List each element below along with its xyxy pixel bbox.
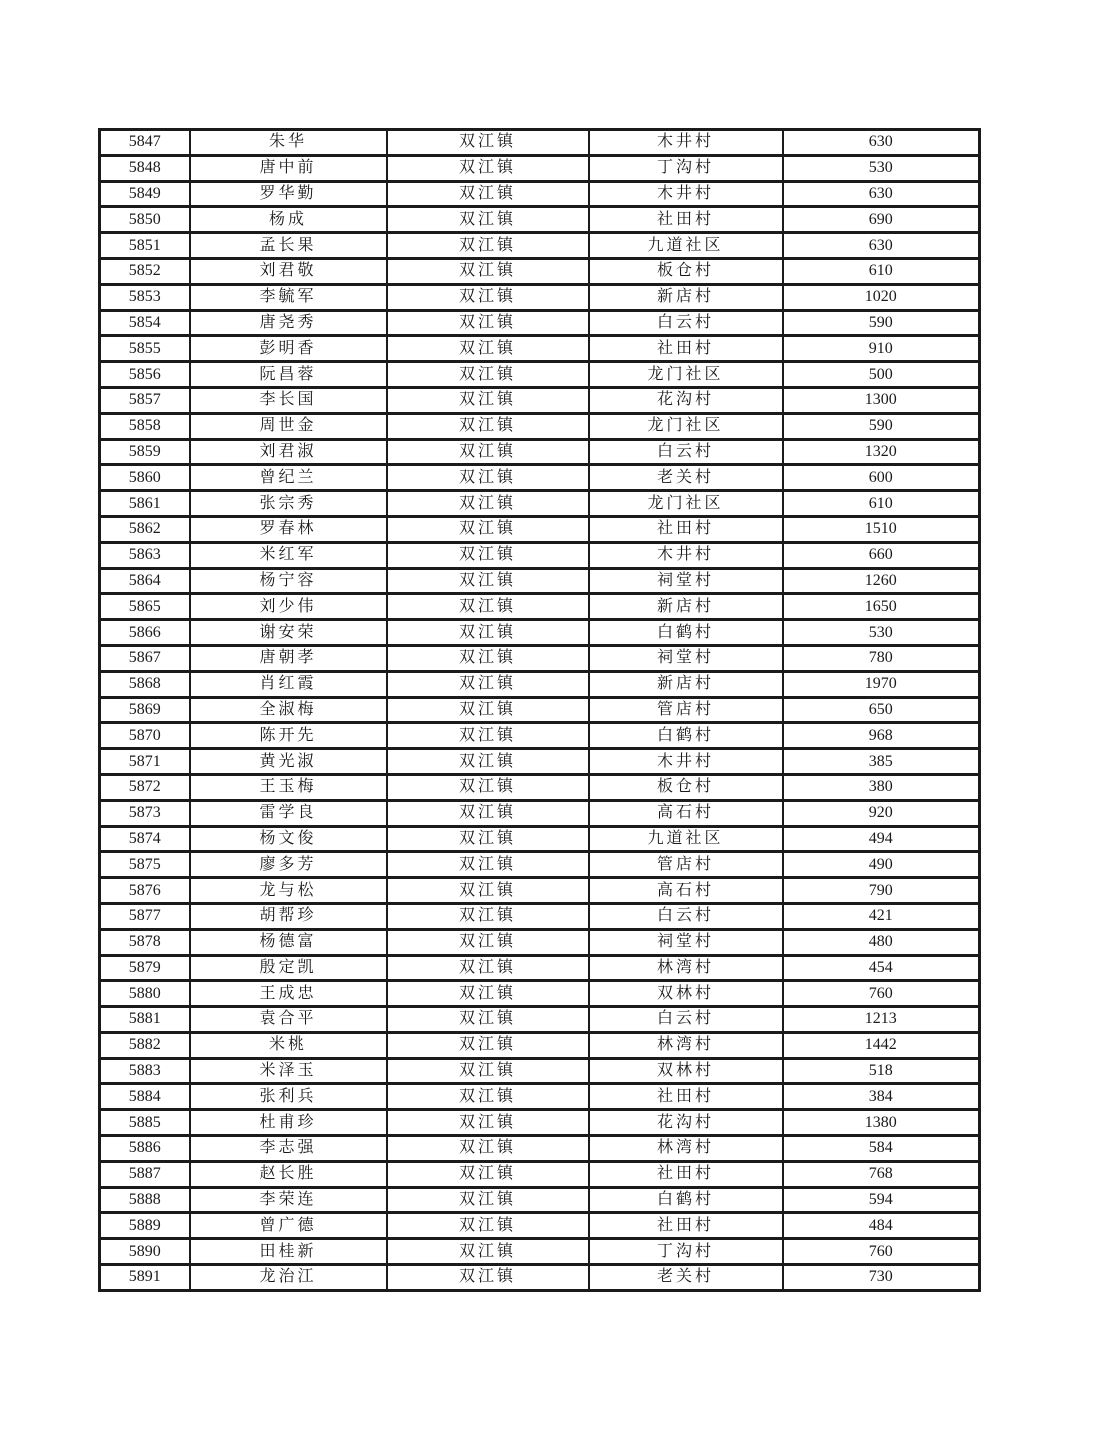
table-row — [100, 1110, 980, 1136]
serial-cell: 5879 — [100, 955, 190, 981]
serial-cell: 5875 — [100, 852, 190, 878]
table-row — [100, 362, 980, 388]
amount-cell: 380 — [783, 774, 980, 800]
amount-cell: 518 — [783, 1058, 980, 1084]
name-cell: 唐中前 — [190, 155, 387, 181]
town-cell: 双江镇 — [387, 1058, 589, 1084]
table-row — [100, 1136, 980, 1162]
village-cell: 白云村 — [589, 310, 783, 336]
serial-cell: 5852 — [100, 258, 190, 284]
town-cell: 双江镇 — [387, 310, 589, 336]
serial-cell: 5863 — [100, 542, 190, 568]
village-cell: 花沟村 — [589, 1110, 783, 1136]
name-cell: 杨宁容 — [190, 568, 387, 594]
table-row — [100, 1007, 980, 1033]
name-cell: 陈开先 — [190, 723, 387, 749]
name-cell: 孟长果 — [190, 233, 387, 259]
amount-cell: 590 — [783, 413, 980, 439]
name-cell: 廖多芳 — [190, 852, 387, 878]
town-cell: 双江镇 — [387, 929, 589, 955]
village-cell: 双林村 — [589, 981, 783, 1007]
amount-cell: 920 — [783, 800, 980, 826]
table-row — [100, 465, 980, 491]
amount-cell: 1320 — [783, 439, 980, 465]
amount-cell: 790 — [783, 878, 980, 904]
name-cell: 刘少伟 — [190, 594, 387, 620]
table-row — [100, 233, 980, 259]
village-cell: 木井村 — [589, 749, 783, 775]
village-cell: 木井村 — [589, 542, 783, 568]
amount-cell: 910 — [783, 336, 980, 362]
village-cell: 社田村 — [589, 1213, 783, 1239]
amount-cell: 454 — [783, 955, 980, 981]
amount-cell: 1300 — [783, 387, 980, 413]
name-cell: 刘君敬 — [190, 258, 387, 284]
name-cell: 肖红霞 — [190, 671, 387, 697]
amount-cell: 610 — [783, 491, 980, 517]
name-cell: 曾纪兰 — [190, 465, 387, 491]
amount-cell: 1442 — [783, 1032, 980, 1058]
table-row — [100, 878, 980, 904]
serial-cell: 5872 — [100, 774, 190, 800]
village-cell: 白鹤村 — [589, 1187, 783, 1213]
amount-cell: 730 — [783, 1265, 980, 1291]
village-cell: 白鹤村 — [589, 723, 783, 749]
town-cell: 双江镇 — [387, 1084, 589, 1110]
name-cell: 全淑梅 — [190, 697, 387, 723]
amount-cell: 630 — [783, 233, 980, 259]
serial-cell: 5868 — [100, 671, 190, 697]
amount-cell: 760 — [783, 981, 980, 1007]
name-cell: 唐朝孝 — [190, 645, 387, 671]
town-cell: 双江镇 — [387, 491, 589, 517]
village-cell: 龙门社区 — [589, 491, 783, 517]
table-row — [100, 336, 980, 362]
village-cell: 管店村 — [589, 697, 783, 723]
amount-cell: 1970 — [783, 671, 980, 697]
name-cell: 李志强 — [190, 1136, 387, 1162]
name-cell: 赵长胜 — [190, 1161, 387, 1187]
village-cell: 林湾村 — [589, 955, 783, 981]
name-cell: 王玉梅 — [190, 774, 387, 800]
serial-cell: 5851 — [100, 233, 190, 259]
village-cell: 丁沟村 — [589, 155, 783, 181]
amount-cell: 1260 — [783, 568, 980, 594]
table-row — [100, 955, 980, 981]
village-cell: 白云村 — [589, 1007, 783, 1033]
serial-cell: 5887 — [100, 1161, 190, 1187]
table-row — [100, 1032, 980, 1058]
table-row — [100, 439, 980, 465]
table-row — [100, 310, 980, 336]
table-row — [100, 594, 980, 620]
serial-cell: 5865 — [100, 594, 190, 620]
village-cell: 高石村 — [589, 878, 783, 904]
name-cell: 阮昌蓉 — [190, 362, 387, 388]
name-cell: 朱华 — [190, 130, 387, 156]
serial-cell: 5862 — [100, 516, 190, 542]
village-cell: 老关村 — [589, 1265, 783, 1291]
town-cell: 双江镇 — [387, 1213, 589, 1239]
town-cell: 双江镇 — [387, 413, 589, 439]
village-cell: 林湾村 — [589, 1032, 783, 1058]
amount-cell: 421 — [783, 903, 980, 929]
amount-cell: 760 — [783, 1239, 980, 1265]
serial-cell: 5857 — [100, 387, 190, 413]
town-cell: 双江镇 — [387, 878, 589, 904]
table-row — [100, 800, 980, 826]
town-cell: 双江镇 — [387, 774, 589, 800]
serial-cell: 5847 — [100, 130, 190, 156]
village-cell: 双林村 — [589, 1058, 783, 1084]
village-cell: 新店村 — [589, 284, 783, 310]
serial-cell: 5849 — [100, 181, 190, 207]
name-cell: 袁合平 — [190, 1007, 387, 1033]
town-cell: 双江镇 — [387, 233, 589, 259]
serial-cell: 5867 — [100, 645, 190, 671]
town-cell: 双江镇 — [387, 1032, 589, 1058]
serial-cell: 5866 — [100, 620, 190, 646]
amount-cell: 490 — [783, 852, 980, 878]
village-cell: 社田村 — [589, 1084, 783, 1110]
serial-cell: 5871 — [100, 749, 190, 775]
serial-cell: 5859 — [100, 439, 190, 465]
town-cell: 双江镇 — [387, 284, 589, 310]
table-row — [100, 284, 980, 310]
amount-cell: 630 — [783, 181, 980, 207]
town-cell: 双江镇 — [387, 981, 589, 1007]
amount-cell: 690 — [783, 207, 980, 233]
village-cell: 祠堂村 — [589, 929, 783, 955]
table-row — [100, 929, 980, 955]
serial-cell: 5882 — [100, 1032, 190, 1058]
serial-cell: 5876 — [100, 878, 190, 904]
table-row — [100, 697, 980, 723]
village-cell: 林湾村 — [589, 1136, 783, 1162]
amount-cell: 484 — [783, 1213, 980, 1239]
town-cell: 双江镇 — [387, 620, 589, 646]
name-cell: 杜甫珍 — [190, 1110, 387, 1136]
serial-cell: 5869 — [100, 697, 190, 723]
town-cell: 双江镇 — [387, 955, 589, 981]
table-row — [100, 903, 980, 929]
amount-cell: 610 — [783, 258, 980, 284]
name-cell: 龙与松 — [190, 878, 387, 904]
serial-cell: 5883 — [100, 1058, 190, 1084]
name-cell: 王成忠 — [190, 981, 387, 1007]
table-row — [100, 620, 980, 646]
table-row — [100, 774, 980, 800]
table-row — [100, 1213, 980, 1239]
amount-cell: 385 — [783, 749, 980, 775]
table-row — [100, 1084, 980, 1110]
town-cell: 双江镇 — [387, 1161, 589, 1187]
town-cell: 双江镇 — [387, 1265, 589, 1291]
town-cell: 双江镇 — [387, 465, 589, 491]
town-cell: 双江镇 — [387, 1136, 589, 1162]
amount-cell: 630 — [783, 130, 980, 156]
serial-cell: 5848 — [100, 155, 190, 181]
amount-cell: 1020 — [783, 284, 980, 310]
village-cell: 祠堂村 — [589, 645, 783, 671]
name-cell: 唐尧秀 — [190, 310, 387, 336]
town-cell: 双江镇 — [387, 207, 589, 233]
town-cell: 双江镇 — [387, 181, 589, 207]
name-cell: 杨德富 — [190, 929, 387, 955]
amount-cell: 590 — [783, 310, 980, 336]
village-cell: 九道社区 — [589, 233, 783, 259]
village-cell: 新店村 — [589, 594, 783, 620]
town-cell: 双江镇 — [387, 387, 589, 413]
village-cell: 白鹤村 — [589, 620, 783, 646]
table-row — [100, 981, 980, 1007]
town-cell: 双江镇 — [387, 800, 589, 826]
serial-cell: 5855 — [100, 336, 190, 362]
town-cell: 双江镇 — [387, 852, 589, 878]
table-row — [100, 413, 980, 439]
amount-cell: 968 — [783, 723, 980, 749]
table-row — [100, 1265, 980, 1291]
amount-cell: 650 — [783, 697, 980, 723]
amount-cell: 1380 — [783, 1110, 980, 1136]
table-row — [100, 387, 980, 413]
town-cell: 双江镇 — [387, 130, 589, 156]
table-row — [100, 516, 980, 542]
serial-cell: 5874 — [100, 826, 190, 852]
town-cell: 双江镇 — [387, 903, 589, 929]
name-cell: 谢安荣 — [190, 620, 387, 646]
serial-cell: 5888 — [100, 1187, 190, 1213]
serial-cell: 5880 — [100, 981, 190, 1007]
serial-cell: 5858 — [100, 413, 190, 439]
name-cell: 曾广德 — [190, 1213, 387, 1239]
village-cell: 社田村 — [589, 336, 783, 362]
town-cell: 双江镇 — [387, 336, 589, 362]
table-row — [100, 130, 980, 156]
amount-cell: 1650 — [783, 594, 980, 620]
amount-cell: 594 — [783, 1187, 980, 1213]
name-cell: 彭明香 — [190, 336, 387, 362]
amount-cell: 384 — [783, 1084, 980, 1110]
town-cell: 双江镇 — [387, 594, 589, 620]
village-cell: 社田村 — [589, 1161, 783, 1187]
village-cell: 白云村 — [589, 439, 783, 465]
table-row — [100, 491, 980, 517]
table-row — [100, 207, 980, 233]
name-cell: 周世金 — [190, 413, 387, 439]
town-cell: 双江镇 — [387, 723, 589, 749]
amount-cell: 600 — [783, 465, 980, 491]
table-row — [100, 155, 980, 181]
serial-cell: 5890 — [100, 1239, 190, 1265]
name-cell: 李长国 — [190, 387, 387, 413]
serial-cell: 5891 — [100, 1265, 190, 1291]
serial-cell: 5864 — [100, 568, 190, 594]
town-cell: 双江镇 — [387, 749, 589, 775]
name-cell: 罗华勤 — [190, 181, 387, 207]
table-row — [100, 1058, 980, 1084]
name-cell: 罗春林 — [190, 516, 387, 542]
village-cell: 祠堂村 — [589, 568, 783, 594]
name-cell: 米泽玉 — [190, 1058, 387, 1084]
serial-cell: 5889 — [100, 1213, 190, 1239]
name-cell: 胡帮珍 — [190, 903, 387, 929]
table-row — [100, 1161, 980, 1187]
serial-cell: 5853 — [100, 284, 190, 310]
name-cell: 米桃 — [190, 1032, 387, 1058]
amount-cell: 494 — [783, 826, 980, 852]
serial-cell: 5854 — [100, 310, 190, 336]
serial-cell: 5884 — [100, 1084, 190, 1110]
village-cell: 高石村 — [589, 800, 783, 826]
amount-cell: 1213 — [783, 1007, 980, 1033]
serial-cell: 5881 — [100, 1007, 190, 1033]
name-cell: 雷学良 — [190, 800, 387, 826]
roster-table-body — [100, 130, 980, 1291]
amount-cell: 480 — [783, 929, 980, 955]
village-cell: 老关村 — [589, 465, 783, 491]
table-row — [100, 671, 980, 697]
town-cell: 双江镇 — [387, 542, 589, 568]
table-row — [100, 1187, 980, 1213]
village-cell: 花沟村 — [589, 387, 783, 413]
town-cell: 双江镇 — [387, 155, 589, 181]
village-cell: 白云村 — [589, 903, 783, 929]
town-cell: 双江镇 — [387, 568, 589, 594]
table-row — [100, 852, 980, 878]
name-cell: 龙治江 — [190, 1265, 387, 1291]
amount-cell: 1510 — [783, 516, 980, 542]
table-row — [100, 181, 980, 207]
table-row — [100, 826, 980, 852]
table-row — [100, 723, 980, 749]
village-cell: 管店村 — [589, 852, 783, 878]
town-cell: 双江镇 — [387, 826, 589, 852]
serial-cell: 5877 — [100, 903, 190, 929]
amount-cell: 780 — [783, 645, 980, 671]
town-cell: 双江镇 — [387, 362, 589, 388]
village-cell: 新店村 — [589, 671, 783, 697]
village-cell: 木井村 — [589, 181, 783, 207]
serial-cell: 5885 — [100, 1110, 190, 1136]
serial-cell: 5886 — [100, 1136, 190, 1162]
name-cell: 李毓军 — [190, 284, 387, 310]
town-cell: 双江镇 — [387, 1239, 589, 1265]
table-row — [100, 568, 980, 594]
table-row — [100, 258, 980, 284]
amount-cell: 530 — [783, 620, 980, 646]
name-cell: 李荣连 — [190, 1187, 387, 1213]
table-row — [100, 1239, 980, 1265]
name-cell: 黄光淑 — [190, 749, 387, 775]
village-cell: 木井村 — [589, 130, 783, 156]
village-cell: 社田村 — [589, 516, 783, 542]
serial-cell: 5850 — [100, 207, 190, 233]
name-cell: 殷定凯 — [190, 955, 387, 981]
table-row — [100, 749, 980, 775]
town-cell: 双江镇 — [387, 1007, 589, 1033]
name-cell: 杨成 — [190, 207, 387, 233]
village-cell: 丁沟村 — [589, 1239, 783, 1265]
amount-cell: 768 — [783, 1161, 980, 1187]
village-cell: 九道社区 — [589, 826, 783, 852]
serial-cell: 5861 — [100, 491, 190, 517]
serial-cell: 5873 — [100, 800, 190, 826]
name-cell: 米红军 — [190, 542, 387, 568]
name-cell: 张利兵 — [190, 1084, 387, 1110]
village-cell: 龙门社区 — [589, 413, 783, 439]
amount-cell: 660 — [783, 542, 980, 568]
town-cell: 双江镇 — [387, 671, 589, 697]
amount-cell: 584 — [783, 1136, 980, 1162]
town-cell: 双江镇 — [387, 1110, 589, 1136]
serial-cell: 5860 — [100, 465, 190, 491]
town-cell: 双江镇 — [387, 1187, 589, 1213]
name-cell: 张宗秀 — [190, 491, 387, 517]
village-cell: 板仓村 — [589, 774, 783, 800]
serial-cell: 5856 — [100, 362, 190, 388]
town-cell: 双江镇 — [387, 516, 589, 542]
town-cell: 双江镇 — [387, 439, 589, 465]
name-cell: 田桂新 — [190, 1239, 387, 1265]
serial-cell: 5878 — [100, 929, 190, 955]
serial-cell: 5870 — [100, 723, 190, 749]
table-row — [100, 645, 980, 671]
name-cell: 杨文俊 — [190, 826, 387, 852]
town-cell: 双江镇 — [387, 258, 589, 284]
amount-cell: 530 — [783, 155, 980, 181]
village-cell: 板仓村 — [589, 258, 783, 284]
village-cell: 龙门社区 — [589, 362, 783, 388]
roster-table — [98, 128, 981, 1292]
name-cell: 刘君淑 — [190, 439, 387, 465]
village-cell: 社田村 — [589, 207, 783, 233]
town-cell: 双江镇 — [387, 645, 589, 671]
table-row — [100, 542, 980, 568]
town-cell: 双江镇 — [387, 697, 589, 723]
amount-cell: 500 — [783, 362, 980, 388]
